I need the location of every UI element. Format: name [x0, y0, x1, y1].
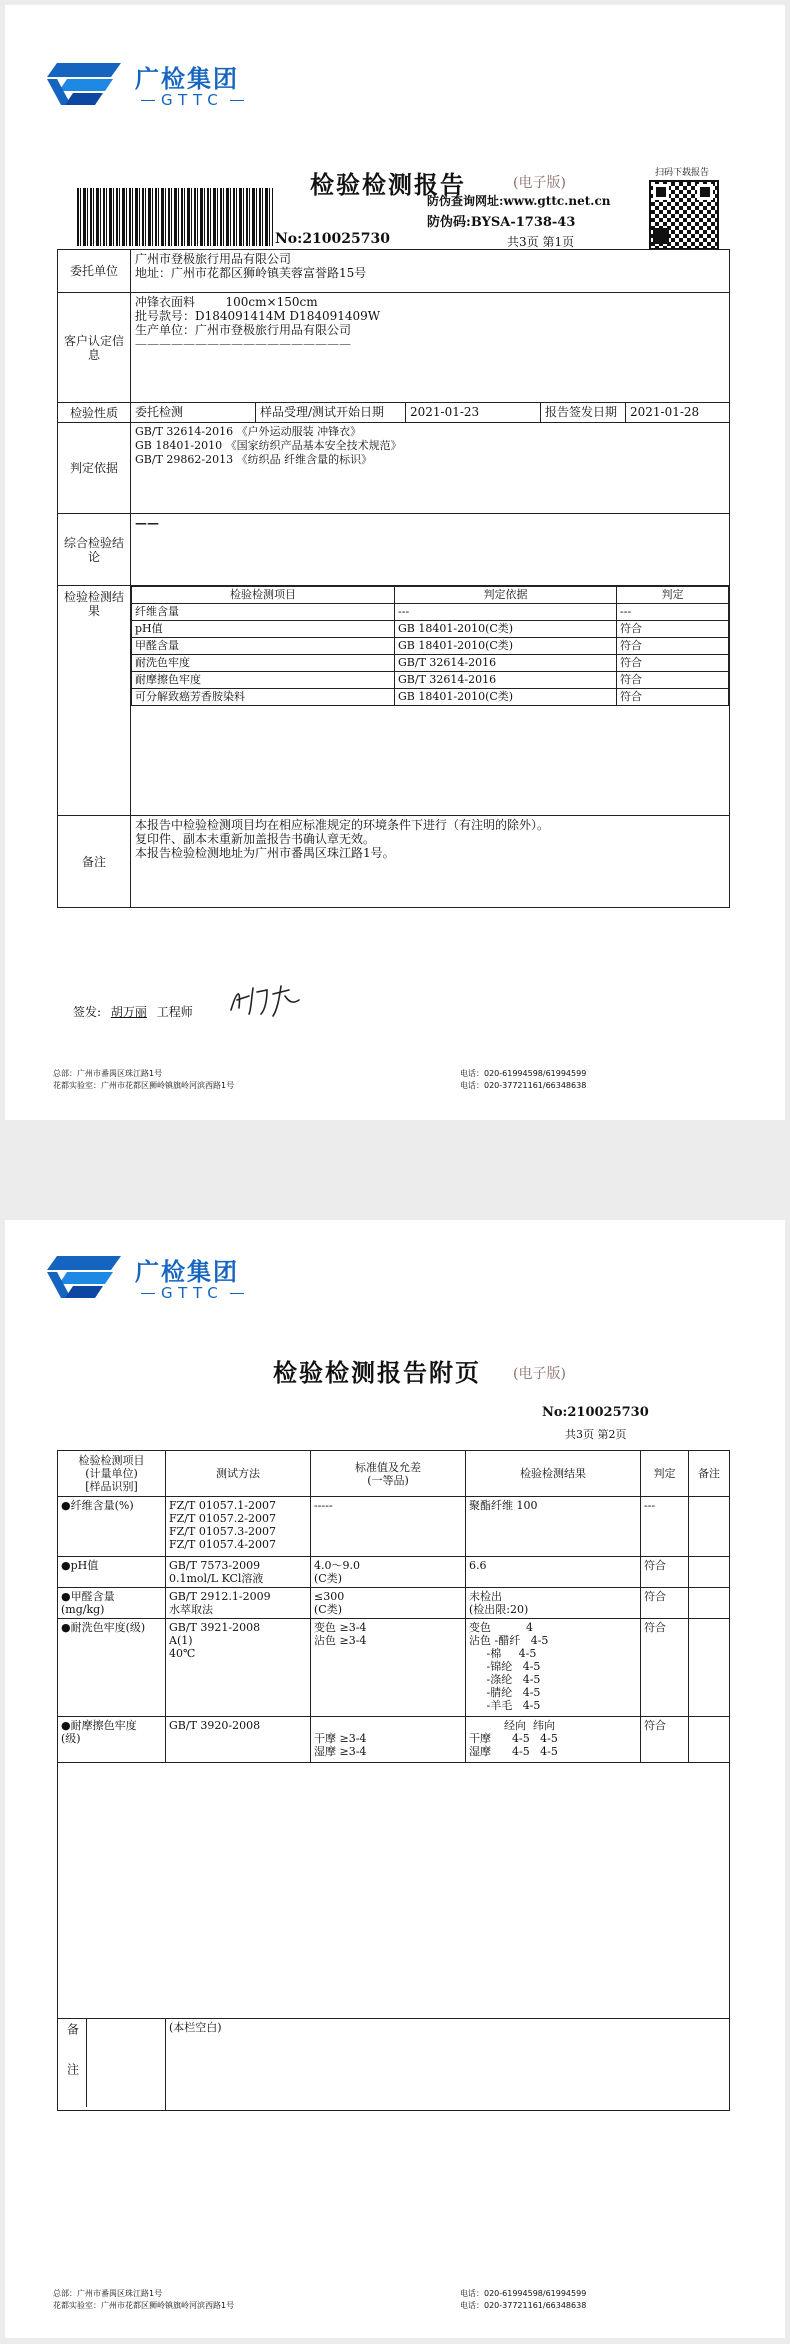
basis-line: GB 18401-2010 《国家纺织产品基本安全技术规范》 [135, 439, 402, 452]
sample-date-label: 样品受理/测试开始日期 [256, 403, 406, 423]
table-row [132, 621, 729, 638]
footer-hq: 总部：广州市番禺区珠江路1号 [53, 1069, 163, 1078]
sample-date: 2021-01-23 [406, 403, 541, 423]
header-note: 备注 [689, 1451, 730, 1497]
row-standard: ≤300 (C类) [311, 1588, 466, 1619]
report-page-1 [5, 5, 785, 1120]
result-basis: GB/T 32614-2016 [395, 655, 617, 672]
remarks-label-cell [58, 2019, 166, 2111]
result-item: pH值 [132, 621, 395, 638]
row-standard: 干摩 ≥3-4 湿摩 ≥3-4 [311, 1717, 466, 1763]
appendix-title: 检验检测报告附页 [273, 1358, 481, 1387]
row-note [689, 1619, 730, 1717]
result-item: 纤维含量 [132, 604, 395, 621]
row-verdict: 符合 [641, 1557, 689, 1588]
verify-url-label: 防伪查询网址: [427, 194, 504, 208]
basis-line: GB/T 29862-2013 《纺织品 纤维含量的标识》 [135, 453, 373, 466]
header-item: 检验检测项目 (计量单位) [样品识别] [58, 1451, 166, 1497]
table-row [58, 1619, 730, 1717]
result-basis: GB 18401-2010(C类) [395, 689, 617, 706]
results-header-basis: 判定依据 [395, 587, 617, 604]
header-verdict: 判定 [641, 1451, 689, 1497]
row-item: ●耐洗色牢度(级) [58, 1619, 166, 1717]
row-item: ●pH值 [58, 1557, 166, 1588]
remark-line: 复印件、副本未重新加盖报告书确认章无效。 [135, 832, 376, 846]
row-note [689, 1557, 730, 1588]
result-item: 耐摩擦色牢度 [132, 672, 395, 689]
result-verdict: 符合 [617, 672, 729, 689]
gttc-logo-icon [43, 1250, 123, 1305]
table-row [58, 1497, 730, 1557]
client-name: 广州市登极旅行用品有限公司 [135, 252, 292, 266]
sample-description: 冲锋衣面料 100cm×150cm [135, 295, 318, 309]
results-cell [131, 586, 730, 816]
remarks-value: (本栏空白) [166, 2019, 730, 2111]
row-method: FZ/T 01057.1-2007 FZ/T 01057.2-2007 FZ/T 01057.3-2007 FZ/T 01057.4-2007 [166, 1497, 311, 1557]
row-method: GB/T 2912.1-2009 水萃取法 [166, 1588, 311, 1619]
client-cert-info [131, 293, 730, 403]
footer-tel-1: 电话：020-61994598/61994599 [460, 2289, 587, 2298]
report-title: 检验检测报告 [310, 170, 466, 199]
row-result: 经向 纬向 干摩 4-5 4-5 湿摩 4-5 4-5 [466, 1717, 641, 1763]
basis-line: GB/T 32614-2016 《户外运动服装 冲锋衣》 [135, 425, 362, 438]
row-verdict: 符合 [641, 1588, 689, 1619]
report-number [275, 231, 390, 247]
page-info: 共3页 第1页 [507, 235, 575, 249]
nature-label: 检验性质 [58, 403, 131, 423]
row-result: 聚酯纤维 100 [466, 1497, 641, 1557]
gttc-logo [43, 1250, 273, 1310]
logo-chinese-name: 广检集团 [135, 65, 239, 93]
gttc-logo-icon [43, 57, 123, 112]
row-item: ●甲醛含量 (mg/kg) [58, 1588, 166, 1619]
signer-title: 工程师 [156, 1005, 193, 1019]
table-row [132, 689, 729, 706]
anti-fake-label: 防伪码: [427, 215, 471, 230]
row-result: 6.6 [466, 1557, 641, 1588]
gttc-logo [43, 57, 273, 117]
signer-label: 签发: [73, 1005, 102, 1019]
row-method: GB/T 3920-2008 [166, 1717, 311, 1763]
appendix-table [57, 1450, 730, 2111]
scan-label: 扫码下载报告 [655, 168, 710, 178]
result-basis: GB 18401-2010(C类) [395, 621, 617, 638]
signer-line [73, 1003, 193, 1020]
report-no-value: 210025730 [567, 1405, 649, 1420]
row-result: 变色 4 沾色 -醋纤 4-5 -棉 4-5 -锦纶 4-5 -涤纶 4-5 -腈纶 4-5 -羊毛 4-5 [466, 1619, 641, 1717]
remarks-label: 备注 [58, 2019, 87, 2107]
row-item: ●纤维含量(%) [58, 1497, 166, 1557]
footer-tel-2: 电话：020-37721161/66348638 [460, 2301, 587, 2310]
footer-lab: 花都实验室：广州市花都区狮岭镇旗岭河滨西路1号 [53, 2301, 235, 2310]
row-standard: 4.0～9.0 (C类) [311, 1557, 466, 1588]
row-standard: ----- [311, 1497, 466, 1557]
batch-number: 批号款号：D184091414M D184091409W [135, 309, 381, 323]
row-note [689, 1588, 730, 1619]
report-no-value: 210025730 [302, 231, 390, 247]
remark-line: 本报告检验检测地址为广州市番禺区珠江路1号。 [135, 846, 395, 860]
qr-code [649, 180, 719, 250]
result-basis: --- [395, 604, 617, 621]
result-verdict: 符合 [617, 621, 729, 638]
row-method: GB/T 3921-2008 A(1) 40℃ [166, 1619, 311, 1717]
footer-lab: 花都实验室：广州市花都区狮岭镇旗岭河滨西路1号 [53, 1081, 235, 1090]
result-verdict: --- [617, 604, 729, 621]
footer-tel-2: 电话：020-37721161/66348638 [460, 1081, 587, 1090]
client-address: 地址：广州市花都区狮岭镇芙蓉富誉路15号 [135, 266, 367, 280]
result-verdict: 符合 [617, 689, 729, 706]
result-basis: GB 18401-2010(C类) [395, 638, 617, 655]
result-item: 耐洗色牢度 [132, 655, 395, 672]
row-item: ●耐摩擦色牢度 (级) [58, 1717, 166, 1763]
barcode [77, 188, 273, 246]
basis-label: 判定依据 [58, 423, 131, 514]
logo-chinese-name: 广检集团 [135, 1258, 239, 1286]
manufacturer: 生产单位：广州市登极旅行用品有限公司 [135, 323, 352, 337]
remark-line: 本报告中检验检测项目均在相应标准规定的环境条件下进行（有注明的除外）。 [135, 818, 550, 832]
page-info: 共3页 第2页 [565, 1428, 627, 1441]
row-verdict: 符合 [641, 1619, 689, 1717]
result-basis: GB/T 32614-2016 [395, 672, 617, 689]
conclusion-label: 综合检验结论 [58, 514, 131, 586]
table-row [58, 1557, 730, 1588]
remarks-label: 备注 [58, 816, 131, 908]
table-row [132, 604, 729, 621]
header-standard: 标准值及允差 (一等品) [311, 1451, 466, 1497]
results-label: 检验检测结果 [58, 586, 131, 816]
report-page-2 [5, 1220, 785, 2338]
results-header-verdict: 判定 [617, 587, 729, 604]
conclusion-value: —— [131, 514, 730, 586]
header-method: 测试方法 [166, 1451, 311, 1497]
signer-name: 胡万丽 [110, 1005, 147, 1019]
logo-english-name: GTTC [135, 91, 250, 109]
remarks-info [131, 816, 730, 908]
result-item: 可分解致癌芳香胺染料 [132, 689, 395, 706]
report-main-table [57, 249, 730, 908]
report-no-label: No: [275, 231, 303, 247]
report-number [542, 1405, 649, 1420]
cert-separator: —————————————————— [135, 337, 351, 351]
row-verdict: --- [641, 1497, 689, 1557]
issue-date-label: 报告签发日期 [541, 403, 626, 423]
table-row [132, 655, 729, 672]
result-verdict: 符合 [617, 638, 729, 655]
row-verdict: 符合 [641, 1717, 689, 1763]
table-row [132, 672, 729, 689]
table-row [58, 1588, 730, 1619]
report-no-label: No: [542, 1405, 568, 1420]
verify-url-line [427, 192, 610, 209]
table-row [58, 1717, 730, 1763]
footer-tel-1: 电话：020-61994598/61994599 [460, 1069, 587, 1078]
row-result: 未检出 (检出限:20) [466, 1588, 641, 1619]
row-method: GB/T 7573-2009 0.1mol/L KCl溶液 [166, 1557, 311, 1588]
client-label: 委托单位 [58, 250, 131, 293]
handwritten-signature [227, 980, 307, 1020]
nature-value: 委托检测 [131, 403, 256, 423]
table-row [132, 638, 729, 655]
footer-hq: 总部：广州市番禺区珠江路1号 [53, 2289, 163, 2298]
edition-label: (电子版) [513, 175, 566, 191]
basis-info [131, 423, 730, 514]
blank-row [58, 1763, 730, 2019]
verify-url[interactable]: www.gttc.net.cn [503, 194, 611, 208]
header-result: 检验检测结果 [466, 1451, 641, 1497]
logo-english-name: GTTC [135, 1284, 250, 1302]
row-standard: 变色 ≥3-4 沾色 ≥3-4 [311, 1619, 466, 1717]
edition-label: (电子版) [513, 1366, 566, 1382]
issue-date: 2021-01-28 [626, 403, 730, 423]
results-header-item: 检验检测项目 [132, 587, 395, 604]
result-item: 甲醛含量 [132, 638, 395, 655]
row-note [689, 1497, 730, 1557]
row-note [689, 1717, 730, 1763]
result-verdict: 符合 [617, 655, 729, 672]
results-table [131, 586, 729, 706]
anti-fake-line [427, 211, 575, 230]
anti-fake-code: BYSA-1738-43 [470, 215, 576, 230]
client-info [131, 250, 730, 293]
client-cert-label: 客户认定信息 [58, 293, 131, 403]
